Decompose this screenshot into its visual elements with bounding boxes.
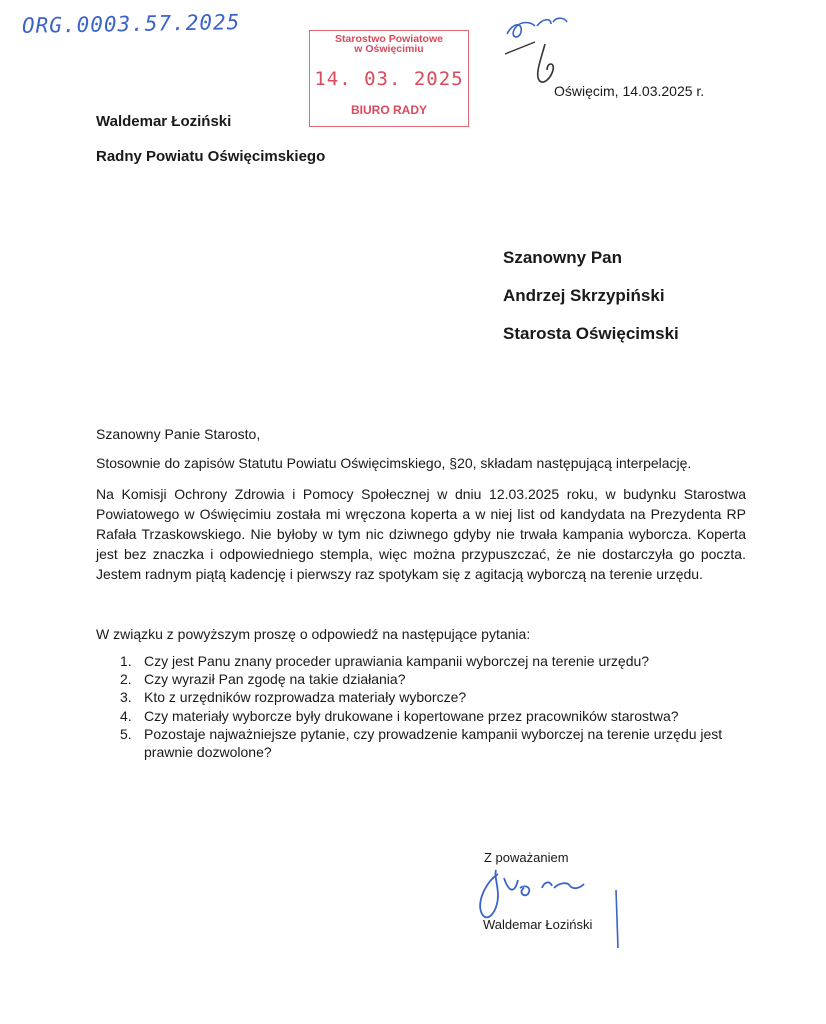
questions-intro: W związku z powyższym proszę o odpowiedź na następujące pytania:	[96, 626, 531, 642]
recipient-title: Starosta Oświęcimski	[503, 324, 679, 343]
question-number: 1.	[120, 653, 132, 669]
reception-stamp	[309, 30, 469, 127]
handwritten-initials	[495, 4, 585, 94]
stamp-date: 14. 03. 2025	[314, 68, 464, 90]
stamp-office-line2: w Oświęcimiu	[354, 43, 424, 55]
stamp-office	[310, 34, 468, 54]
place-and-date: Oświęcim, 14.03.2025 r.	[554, 83, 705, 99]
question-text: Czy jest Panu znany proceder uprawiania kampanii wyborczej na terenie urzędu?	[144, 653, 650, 669]
question-number: 3.	[120, 689, 132, 706]
question-number: 5.	[120, 725, 132, 742]
sender-name: Waldemar Łoziński	[96, 113, 232, 130]
recipient-name: Andrzej Skrzypiński	[503, 286, 665, 305]
closing-phrase: Z poważaniem	[484, 850, 569, 865]
question-item	[96, 725, 736, 761]
question-item	[96, 670, 736, 688]
question-item	[96, 688, 736, 706]
reference-number: ORG.0003.57.2025	[21, 10, 241, 38]
letter-salutation: Szanowny Panie Starosto,	[96, 426, 261, 442]
signer-name: Waldemar Łoziński	[483, 917, 593, 932]
question-text: Kto z urzędników rozprowadza materiały wyborcze?	[144, 689, 467, 706]
question-number: 4.	[120, 707, 132, 724]
stamp-department: BIURO RADY	[350, 103, 427, 117]
handwritten-signature	[468, 862, 638, 962]
questions-list	[96, 652, 736, 761]
question-number: 2.	[120, 671, 132, 688]
question-text: Pozostaje najważniejsze pytanie, czy prowadzenie kampanii wyborczej na terenie urzędu jest prawnie dozwolone?	[144, 725, 723, 761]
question-item	[96, 652, 736, 670]
question-item	[96, 707, 736, 725]
question-text: Czy wyraził Pan zgodę na takie działania?	[144, 671, 406, 688]
letter-main-paragraph: Na Komisji Ochrony Zdrowia i Pomocy Społecznej w dniu 12.03.2025 roku, w budynku Starostwa Powiatowego w Oświęcimiu została mi wręczona koperta a w niej list od kandydata na Prezydenta RP Rafała Trzaskowskiego. Nie byłoby w tym nic dziwnego gdyby nie trwała kampania wyborcza. Koperta jest bez znaczka i odpowiedniego stempla, więc można przypuszczać, że nie dostarczyła go poczta. Jestem radnym piątą kadencję i pierwszy raz spotykam się z agitacją wyborczą na terenie urzędu.	[96, 486, 746, 582]
recipient-salutation: Szanowny Pan	[503, 248, 623, 267]
letter-intro: Stosownie do zapisów Statutu Powiatu Oświęcimskiego, §20, składam następującą interpelację.	[96, 455, 692, 471]
sender-title: Radny Powiatu Oświęcimskiego	[96, 148, 326, 165]
stamp-office-line1: Starostwo Powiatowe	[335, 33, 443, 45]
question-text: Czy materiały wyborcze były drukowane i kopertowane przez pracowników starostwa?	[144, 707, 679, 724]
